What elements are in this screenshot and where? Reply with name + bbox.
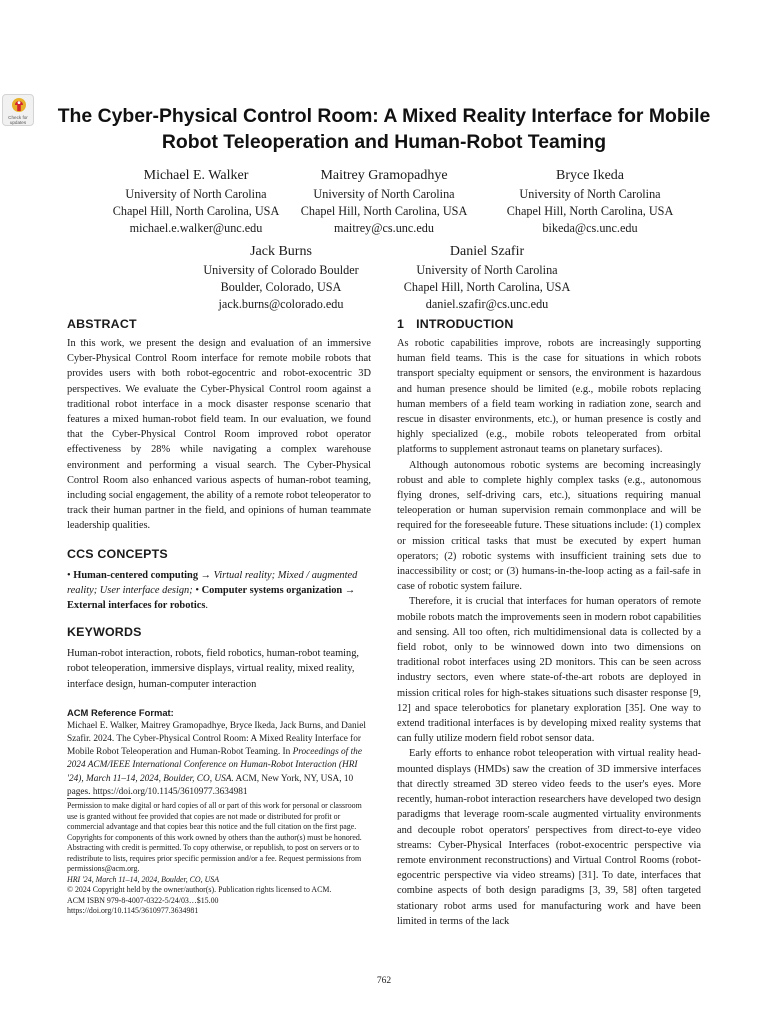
author-affiliation: University of Colorado Boulder [203,263,359,277]
permission-text: Permission to make digital or hard copies of all or part of this work for personal or classroom use is granted without fee provided that copies are not made or distributed for profit or commercial advantage and that copies bear this notice and the full citation on the first page. Copyrights for components of this work owned by others than the author(s) must be honored. Abstracting with credit is permitted. To copy otherwise, or republish, to post on servers or to redistribute to lists, requires prior specific permission and/or a fee. Request permissions from permissions@acm.org. [67,801,362,873]
intro-paragraph: Early efforts to enhance robot teleoperation with virtual reality head-mounted displays (HMDs) saw the creation of 3D immersive interfaces that directly streamed 3D stereo video feeds to the user's eyes. More recently, human-robot interaction researchers have developed two design paradigms that leverage room-scale augmented virtuality environments and decouple robot operators' perspectives from direct-to-eye video streams: Cyber-Physical Interfaces (robot-exocentric perspective via remote environment reconstructions) and Virtual Control Rooms (robot-egocentric perspective via video streams) [31]. To date, interfaces that combine aspects of both design paradigms [3, 39, 58] often targeted stationary robot arms used for manufacturing work and have been limited in terms of the lack [397,748,701,927]
author-email[interactable]: bikeda@cs.unc.edu [542,221,638,235]
check-for-updates-label: Check for updates [8,115,28,125]
copyright-line: © 2024 Copyright held by the owner/author(s). Publication rights licensed to ACM. [67,885,332,894]
page-number: 762 [376,976,392,986]
author-affiliation: University of North Carolina [416,263,558,277]
footnote-rule [67,798,131,799]
crossmark-icon [11,97,27,114]
isbn-line: ACM ISBN 979-8-4007-0322-5/24/03…$15.00 [67,895,219,905]
right-column [397,316,701,929]
ccs-subconcept: Virtual reality; Mixed / augmented reality; User interface design; [67,569,358,596]
author-affiliation: University of North Carolina [519,187,661,201]
author-block [284,167,484,237]
author-block [387,243,587,313]
intro-paragraph: As robotic capabilities improve, robots are increasingly supporting human field teams. This is the case for situations in which robots transport specialty equipment or sensors, the environment is hazardous and human presence should be limited (e.g., mobile robots replacing human members of a field team working in radiation zone, search and rescue in disaster environments, etc.), or human presence is costly and highly specialized (e.g., mobile robots teleoperated from orbital platforms to supplement astronaut teams on planetary surfaces). [397,338,701,456]
section-number: 1 [397,317,405,331]
author-name: Jack Burns [250,244,312,259]
author-block [96,167,296,237]
author-email[interactable]: michael.e.walker@unc.edu [129,221,263,235]
ccs-concept: Computer systems organization [201,584,343,596]
reference-text [67,720,371,799]
ccs-heading: CCS CONCEPTS [67,546,168,561]
reference-authors: Michael E. Walker, Maitrey Gramopadhye, Bryce Ikeda, Jack Burns, and Daniel Szafir. 2024. The Cyber-Physical Control Room: A Mixed Reality Interface for Mobile Robot Teleoperation and Human-Robot Teaming. In [67,720,366,758]
conference-name: HRI '24, March 11–14, 2024, Boulder, CO, USA [67,874,220,884]
reference-venue: Proceedings of the 2024 ACM/IEEE International Conference on Human-Robot Interaction (HRI '24), March 11–14, 2024, Boulder, CO, USA. [67,747,362,784]
author-name: Michael E. Walker [143,168,249,183]
ccs-arrow: → [198,569,214,581]
reference-heading: ACM Reference Format: [67,706,174,718]
abstract-text: In this work, we present the design and evaluation of an immersive Cyber-Physical Control Room interface for remote mobile robots that provides users with both robot-egocentric and robot-exocentric 3D perspectives. We evaluate the Cyber-Physical Control room against a traditional robot interface in a mock disaster response scenario that features a mixed human-robot field team. In our evaluation, we found that the Cyber-Physical Control Room improved robot operator effectiveness by 28% while navigating a complex warehouse environment and performing a visual search. The Cyber-Physical Control Room also enhanced various aspects of human-robot teaming, including social engagement, the ability of a remote robot teleoperator to track their human partner in the field, and opinions of human teammate leadership qualities. [67,338,371,532]
keywords-text: Human-robot interaction, robots, field robotics, human-robot teaming, robot teleoperation, immersive displays, virtual reality, mixed reality, interface design, human-computer interaction [67,648,360,690]
reference-publisher: ACM, New York, NY, USA, 10 pages. https://doi.org/10.1145/3610977.3634981 [67,773,354,797]
doi-link[interactable]: https://doi.org/10.1145/3610977.3634981 [67,906,199,915]
introduction-heading [397,316,701,332]
author-block [490,167,690,237]
keywords-heading: KEYWORDS [67,625,142,640]
author-block [181,243,381,313]
ccs-bullet: • [67,569,71,581]
author-affiliation: University of North Carolina [125,187,267,201]
author-email[interactable]: maitrey@cs.unc.edu [334,221,434,235]
intro-paragraph: Although autonomous robotic systems are becoming increasingly robust and able to complete highly complex tasks (e.g., autonomous flying drones, self-driving cars, etc.), situations requiring manual teleoperation or human supervision remain commonplace and will be required for the foreseeable future. These situations include: (1) complex or mission critical tasks that must be executed by expert human operators; (2) robotic systems with insufficient training sets due to inaccessibility or cost; or (3) humans-in-the-loop acting as a fail-safe in case of robotic system failure. [397,459,701,593]
ccs-subconcept: External interfaces for robotics [67,600,206,612]
ccs-concepts [67,568,371,614]
intro-paragraph: Therefore, it is crucial that interfaces for human operators of remote mobile robots match the improvements seen in modern robot capabilities and sensing. All too often, rich multidimensional data is collected by a field robot, only to be winnowed down into two dimensions on traditional robot interfaces using 2D monitors. This can be seen across industry sectors, even where state-of-the-art robots are deployed in mission critical roles for high-stakes situations such disaster response [9, 12] and space telerobotics for planetary exploration [35]. One way to extend traditional interfaces is by developing mixed reality systems that can fully utilize modern field robot sensor data. [397,596,701,745]
author-name: Daniel Szafir [449,244,525,259]
ccs-bullet: • [192,584,202,596]
left-column [67,316,371,799]
section-title: INTRODUCTION [416,317,514,331]
author-email[interactable]: daniel.szafir@cs.unc.edu [425,297,549,311]
abstract-heading: ABSTRACT [67,317,137,331]
author-location: Boulder, Colorado, USA [220,280,342,294]
ccs-concept: Human-centered computing [73,569,199,581]
check-for-updates-badge[interactable] [2,94,34,126]
author-location: Chapel Hill, North Carolina, USA [403,280,571,294]
ccs-arrow: → [342,584,356,596]
paper-title: The Cyber-Physical Control Room: A Mixed Reality Interface for Mobile Robot Teleoperation and Human-Robot Teaming [57,105,711,153]
author-name: Bryce Ikeda [555,168,625,183]
author-affiliation: University of North Carolina [313,187,455,201]
author-location: Chapel Hill, North Carolina, USA [506,204,674,218]
conference-line [67,875,371,886]
author-location: Chapel Hill, North Carolina, USA [112,204,280,218]
author-name: Maitrey Gramopadhye [320,168,448,183]
author-location: Chapel Hill, North Carolina, USA [300,204,468,218]
author-email[interactable]: jack.burns@colorado.edu [218,297,344,311]
permission-block [67,801,371,917]
ccs-period: . [205,600,209,612]
